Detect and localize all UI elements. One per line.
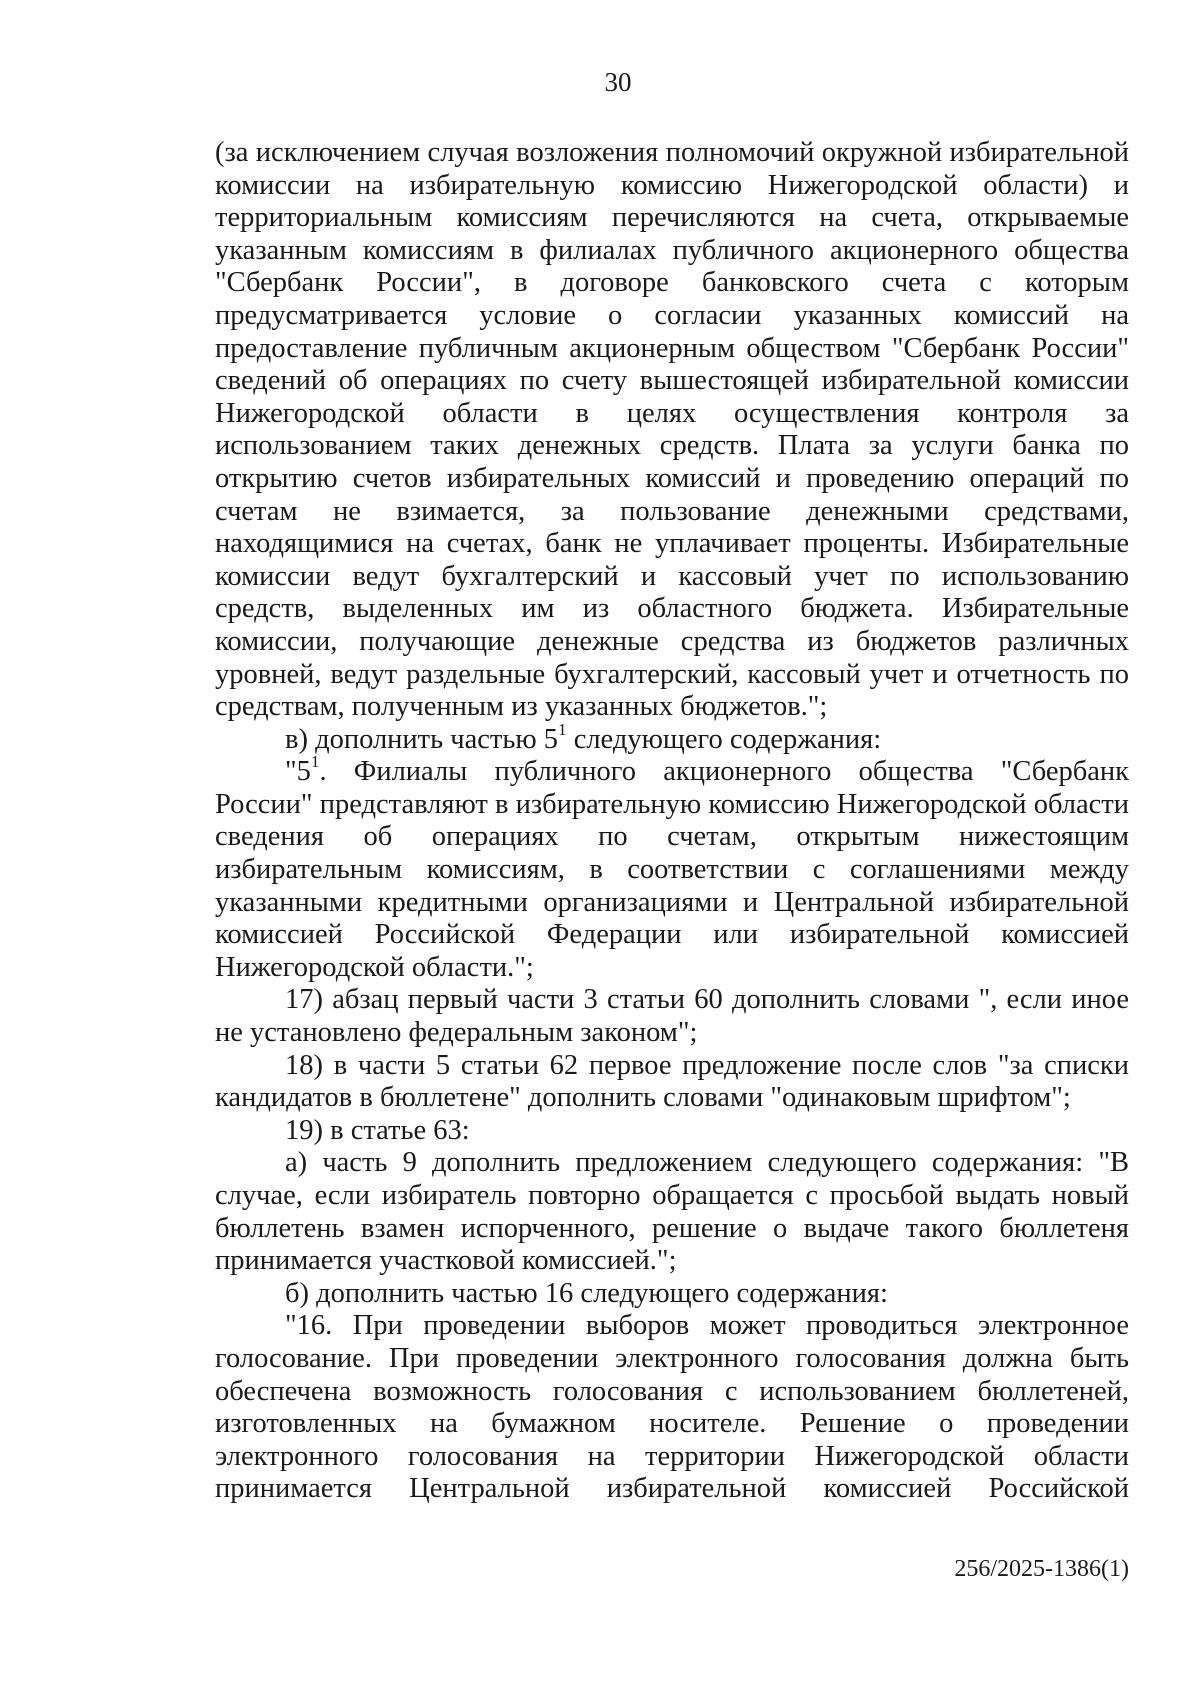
paragraph-part-5-1 xyxy=(215,752,1129,984)
superscript: 1 xyxy=(558,719,567,739)
part-5-1-number: "5 xyxy=(285,756,311,788)
part-5-1-text: . Филиалы публичного акционерного общества "Сбербанк России" представляют в избирательную комиссию Нижегородской области сведения об операциях по счетам, открытым нижестоящим избирательным комиссиям, в соответствии с соглашениями между указанными кредитными организациями и Центральной избирательной комиссией Российской Федерации или избирательной комиссией Нижегородской области."; xyxy=(215,756,1129,983)
paragraph-item-v xyxy=(215,719,1129,757)
paragraph-item-19: 19) в статье 63: xyxy=(285,1114,470,1146)
superscript: 1 xyxy=(310,752,320,772)
item-v-text: в) дополнить частью 5 xyxy=(285,723,559,755)
paragraph-item-a: а) часть 9 дополнить предложением следующего содержания: "В случае, если избиратель повторно обращается с просьбой выдать новый бюллетень взамен испорченного, решение о выдаче такого бюллетеня принимается участковой комиссией."; xyxy=(215,1147,1129,1277)
document-code: 256/2025-1386(1) xyxy=(954,1556,1129,1582)
paragraph-item-17: 17) абзац первый части 3 статьи 60 дополнить словами ", если иное не установлено федеральным законом"; xyxy=(215,984,1129,1049)
paragraph-item-18: 18) в части 5 статьи 62 первое предложение после слов "за списки кандидатов в бюллетене" дополнить словами "одинаковым шрифтом"; xyxy=(215,1049,1129,1114)
paragraph-continuation: (за исключением случая возложения полномочий окружной избирательной комиссии на избирательную комиссию Нижегородской области) и территориальным комиссиям перечисляются на счета, открываемые указанным комиссиям в филиалах публичного акционерного общества "Сбербанк России", в договоре банковского счета с которым предусматривается условие о согласии указанных комиссий на предоставление публичным акционерным обществом "Сбербанк России" сведений об операциях по счету вышестоящей избирательной комиссии Нижегородской области в целях осуществления контроля за использованием таких денежных средств. Плата за услуги банка по открытию счетов избирательных комиссий и проведению операций по счетам не взимается, за пользование денежными средствами, находящимися на счетах, банк не уплачивает проценты. Избирательные комиссии ведут бухгалтерский и кассовый учет по использованию средств, выделенных им из областного бюджета. Избирательные комиссии, получающие денежные средства из бюджетов различных уровней, ведут раздельные бухгалтерский, кассовый учет и отчетность по средствам, полученным из указанных бюджетов."; xyxy=(215,137,1129,723)
paragraph-item-b: б) дополнить частью 16 следующего содержания: xyxy=(285,1277,888,1309)
document-body xyxy=(215,137,1129,1506)
paragraph-part-16: "16. При проведении выборов может проводиться электронное голосование. При проведении электронного голосования должна быть обеспечена возможность голосования с использованием бюллетеней, изготовленных на бумажном носителе. Решение о проведении электронного голосования на территории Нижегородской области принимается Центральной избирательной комиссией Российской xyxy=(215,1310,1129,1505)
item-v-text-end: следующего содержания: xyxy=(566,723,882,755)
page-number: 30 xyxy=(604,67,632,97)
